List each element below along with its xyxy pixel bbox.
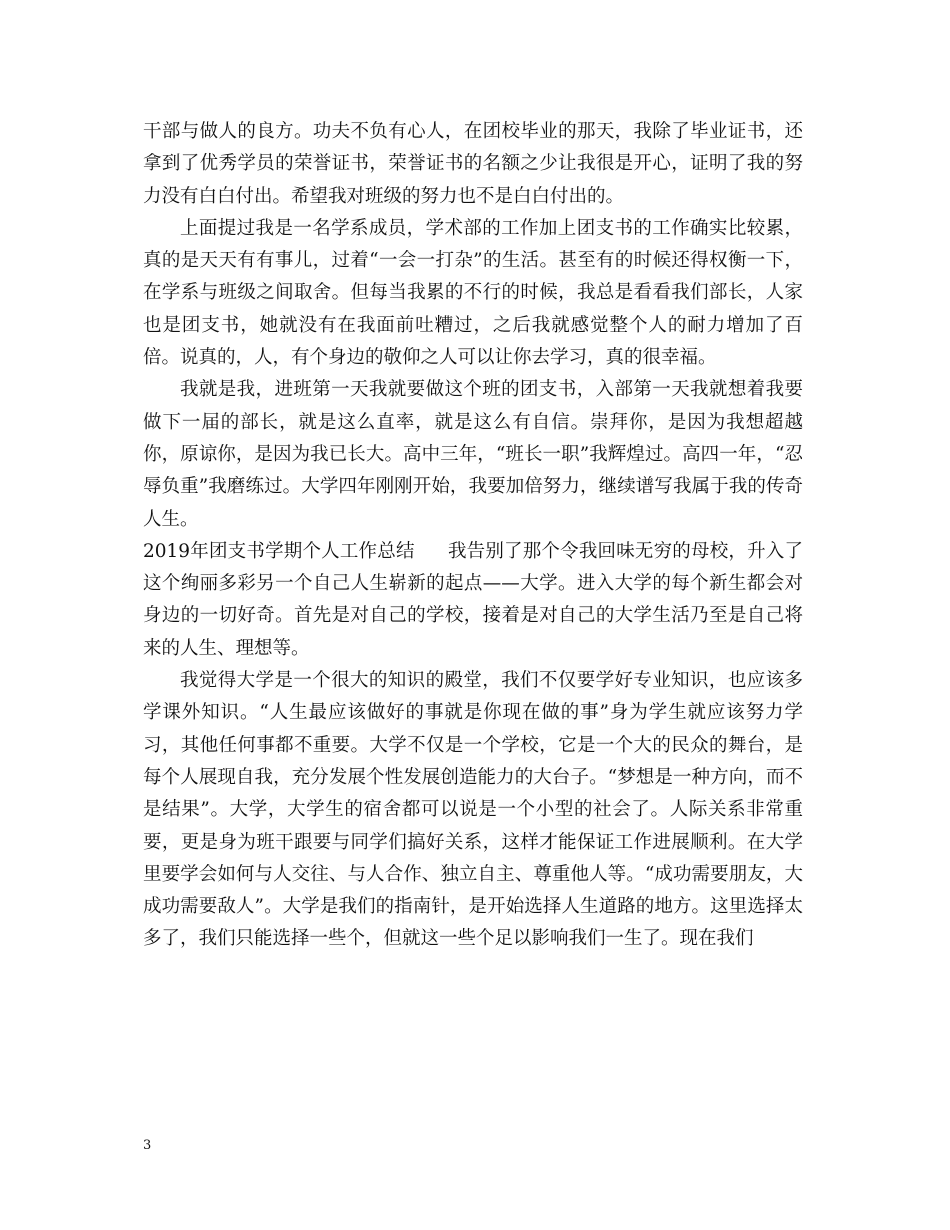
- paragraph-1-text: 干部与做人的良方。功夫不负有心人，在团校毕业的那天，我除了毕业证书，还拿到了优秀学员的荣誉证书，荣誉证书的名额之少让我很是开心，证明了我的努力没有白白付出。希望我对班级的努力也不是白白付出的。: [143, 121, 803, 207]
- paragraph-4: [143, 536, 803, 665]
- paragraph-2-text: 上面提过我是一名学系成员，学术部的工作加上团支书的工作确实比较累，真的是天天有有事儿，过着“一会一打杂”的生活。甚至有的时候还得权衡一下，在学系与班级之间取舍。但每当我累的不行的时候，我总是看看我们部长，人家也是团支书，她就没有在我面前吐糟过，之后我就感觉整个人的耐力增加了百倍。说真的，人，有个身边的敬仰之人可以让你去学习，真的很幸福。: [143, 217, 803, 369]
- page-number: 3: [143, 1138, 152, 1153]
- paragraph-3-text: 我就是我，进班第一天我就要做这个班的团支书，入部第一天我就想着我要做下一届的部长，就是这么直率，就是这么有自信。崇拜你，是因为我想超越你，原谅你，是因为我已长大。高中三年，“班长一职”我辉煌过。高四一年，“忍辱负重”我磨练过。大学四年刚刚开始，我要加倍努力，继续谱写我属于我的传奇人生。: [143, 379, 803, 530]
- paragraph-2: [143, 213, 803, 374]
- paragraph-3: [143, 374, 803, 535]
- paragraph-1: [143, 116, 803, 213]
- paragraph-4-text: 我告别了那个令我回味无穷的母校，升入了这个绚丽多彩另一个自己人生崭新的起点——大学。进入大学的每个新生都会对身边的一切好奇。首先是对自己的学校，接着是对自己的大学生活乃至是自己将来的人生、理想等。: [143, 540, 803, 659]
- body-text: [143, 116, 803, 956]
- paragraph-5: [143, 665, 803, 956]
- inline-heading: 2019年团支书学期个人工作总结: [143, 540, 415, 562]
- paragraph-5-text: 我觉得大学是一个很大的知识的殿堂，我们不仅要学好专业知识，也应该多学课外知识。“人生最应该做好的事就是你现在做的事”身为学生就应该努力学习，其他任何事都不重要。大学不仅是一个学校，它是一个大的民众的舞台，是每个人展现自我，充分发展个性发展创造能力的大台子。“梦想是一种方向，而不是结果”。大学，大学生的宿舍都可以说是一个小型的社会了。人际关系非常重要，更是身为班干跟要与同学们搞好关系，这样才能保证工作进展顺利。在大学里要学会如何与人交往、与人合作、独立自主、尊重他人等。“成功需要朋友，大成功需要敌人”。大学是我们的指南针，是开始选择人生道路的地方。这里选择太多了，我们只能选择一些个，但就这一些个足以影响我们一生了。现在我们: [143, 670, 803, 950]
